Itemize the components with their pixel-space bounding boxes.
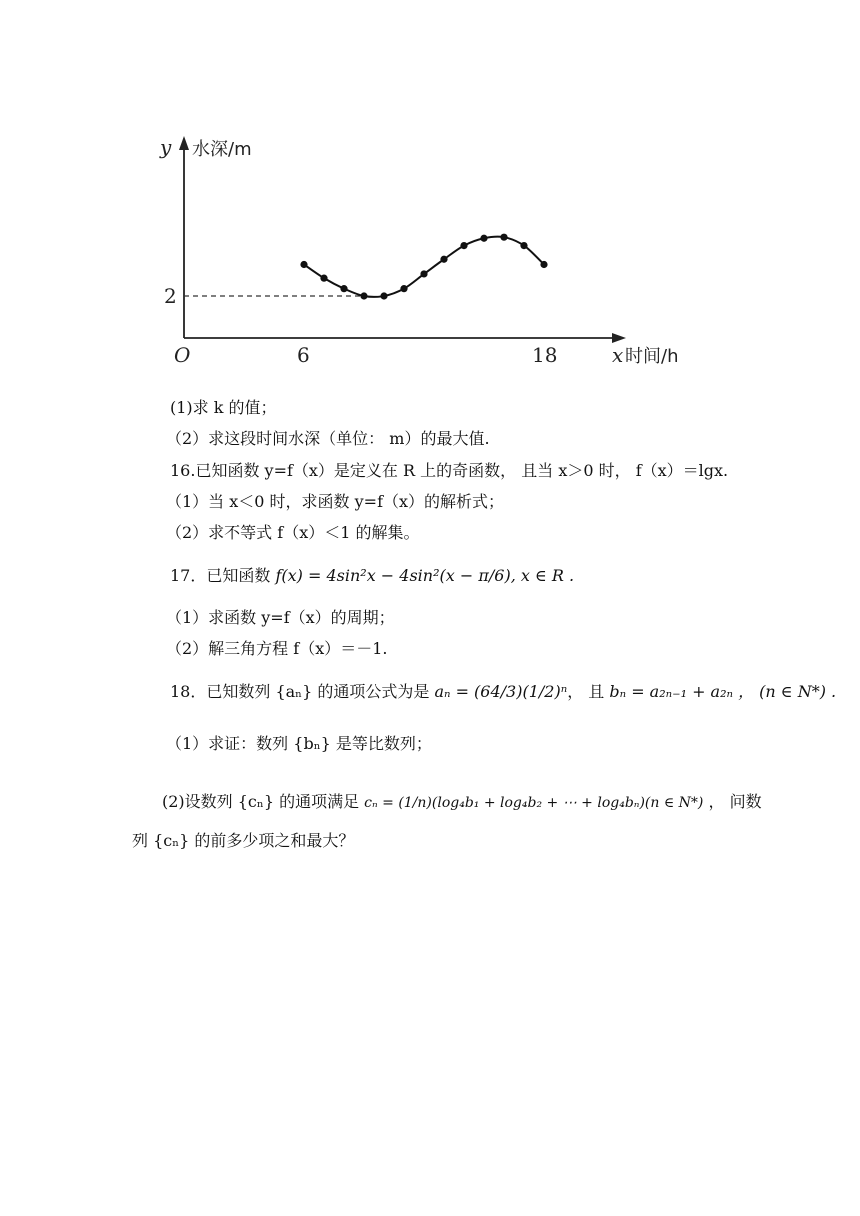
x-axis-unit: 时间/h (625, 346, 679, 367)
q18-part1: （1）求证：数列 {bₙ} 是等比数列； (166, 734, 432, 753)
water-depth-chart (150, 128, 679, 378)
q18-part2-formula: cₙ = (1/n)(log₄b₁ + log₄b₂ + ⋯ + log₄bₙ)(n ∈ N*) (364, 795, 704, 811)
data-point-3 (360, 292, 367, 299)
q18-part2 (162, 790, 762, 815)
q18-part2-continuation: 列 {cₙ} 的前多少项之和最大？ (132, 831, 355, 850)
data-point-8 (460, 242, 467, 249)
depth-curve (304, 237, 544, 297)
x-axis-label: x (612, 343, 624, 367)
q17-part2: （2）解三角方程 f（x）＝－1. (166, 639, 388, 658)
data-point-11 (520, 242, 527, 249)
plot-layer (184, 234, 548, 300)
q18-prefix: 18．已知数列 {aₙ} 的通项公式为是 (170, 682, 435, 701)
data-point-2 (340, 285, 347, 292)
q17-part1: （1）求函数 y=f（x）的周期； (166, 608, 395, 627)
data-point-6 (420, 270, 427, 277)
q18-formula-a: aₙ = (64/3)(1/2)ⁿ (434, 682, 568, 701)
q18-part2-prefix: (2)设数列 {cₙ} 的通项满足 (162, 792, 365, 811)
data-point-10 (500, 234, 507, 241)
q18-part2-suffix: ， 问数 (703, 792, 762, 811)
q16-part2: （2）求不等式 f（x）＜1 的解集。 (166, 523, 420, 542)
data-point-1 (320, 275, 327, 282)
data-point-9 (480, 235, 487, 242)
y-tick-label-2: 2 (164, 284, 177, 308)
q16-part1: （1）当 x＜0 时，求函数 y=f（x）的解析式； (166, 492, 505, 511)
q17-formula: f(x) = 4sin²x − 4sin²(x − π/6), x ∈ R . (275, 566, 575, 585)
x-tick-label-18: 18 (532, 343, 558, 367)
y-axis-arrow (179, 136, 189, 150)
q18-mid: ， 且 (567, 682, 610, 701)
x-tick-label-6: 6 (297, 343, 310, 367)
y-axis-unit: 水深/m (192, 139, 252, 160)
data-point-12 (540, 261, 547, 268)
data-point-0 (300, 261, 307, 268)
data-point-7 (440, 256, 447, 263)
q15-part2: （2）求这段时间水深（单位： m）的最大值. (166, 429, 490, 448)
q16-statement: 16.已知函数 y=f（x）是定义在 R 上的奇函数， 且当 x＞0 时， f（x）＝lgx. (170, 461, 729, 480)
q17-prefix: 17．已知函数 (170, 566, 276, 585)
y-axis-label: y (160, 135, 172, 159)
q15-part1: (1)求 k 的值； (170, 398, 277, 417)
q18-formula-b: bₙ = a₂ₙ₋₁ + a₂ₙ ， (n ∈ N*) . (609, 682, 837, 701)
data-point-5 (400, 285, 407, 292)
q18-statement (170, 680, 836, 704)
q17-statement (170, 564, 574, 588)
x-axis-arrow (612, 333, 626, 343)
data-point-4 (380, 292, 387, 299)
origin-label: O (174, 343, 191, 367)
